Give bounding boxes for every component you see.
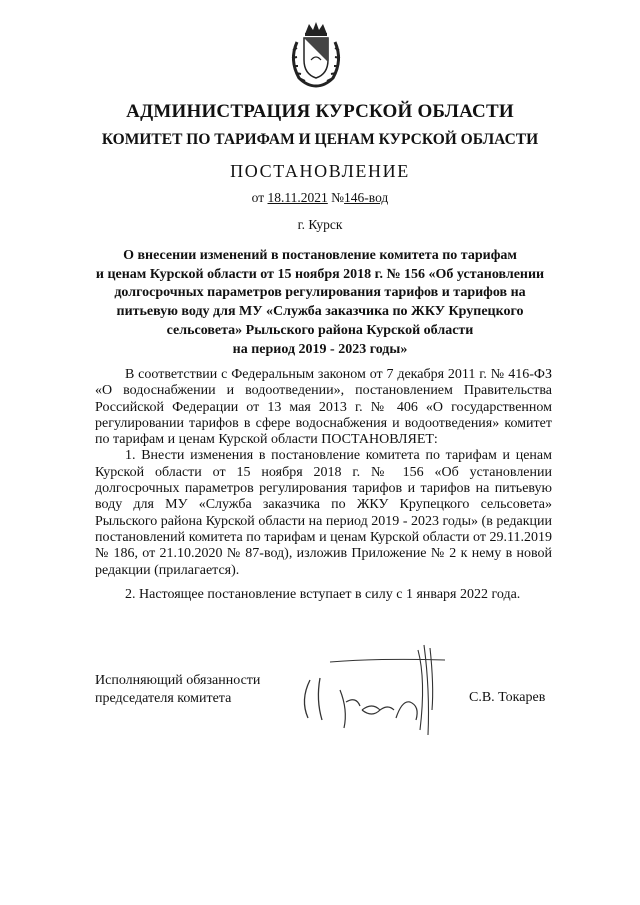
document-body — [95, 367, 552, 603]
title-line: питьевую воду для МУ «Служба заказчика по ЖКУ Крупецкого — [116, 304, 524, 320]
document-number: 146-вод — [344, 190, 389, 205]
title-line: на период 2019 - 2023 годы» — [232, 341, 408, 357]
title-line: долгосрочных параметров регулирования тарифов и тарифов на — [114, 285, 526, 301]
preamble-paragraph: В соответствии с Федеральным законом от 7 декабря 2011 г. № 416-ФЗ «О водоснабжении и водоотведении», постановлением Правительства Российской Федерации от 13 мая 2013 г. № 406 «О государственном регулировании тарифов в сфере водоснабжения и водоотведения» комитет по тарифам и ценам Курской области ПОСТАНОВЛЯЕТ: — [95, 367, 552, 448]
document-city: г. Курск — [297, 217, 343, 232]
position-line-1: Исполняющий обязанности — [95, 673, 261, 688]
signatory-position — [95, 672, 260, 708]
handwritten-signature-icon — [270, 640, 450, 740]
document-date-number — [0, 190, 640, 206]
document-title — [90, 247, 550, 359]
title-line: сельсовета» Рыльского района Курской области — [166, 322, 474, 338]
coat-of-arms-icon — [287, 20, 345, 88]
item-2-paragraph: 2. Настоящее постановление вступает в силу с 1 января 2022 года. — [125, 586, 521, 602]
item-1-paragraph: 1. Внести изменения в постановление комитета по тарифам и ценам Курской области от 15 ноября 2018 г. № 156 «Об установлении долгосрочных параметров регулирования тарифов и тарифов на питьевую воду для МУ «Служба заказчика по ЖКУ Крупецкого сельсовета» Рыльского района Курской области на период 2019 - 2023 годы» (в редакции постановлений комитета по тарифам и ценам Курской области от 29.11.2019 № 186, от 21.10.2020 № 87-вод), изложив Приложение № 2 к нему в новой редакции (прилагается). — [95, 448, 552, 578]
title-line: и ценам Курской области от 15 ноября 2018 г. № 156 «Об установлении — [95, 266, 545, 282]
document-type: ПОСТАНОВЛЕНИЕ — [230, 161, 410, 181]
document-date: 18.11.2021 — [267, 190, 328, 205]
date-prefix: от — [251, 190, 265, 205]
organization-name: АДМИНИСТРАЦИЯ КУРСКОЙ ОБЛАСТИ — [126, 101, 514, 122]
signatory-name: С.В. Токарев — [469, 690, 546, 705]
committee-name: КОМИТЕТ ПО ТАРИФАМ И ЦЕНАМ КУРСКОЙ ОБЛАСТИ — [101, 131, 539, 148]
title-line: О внесении изменений в постановление комитета по тарифам — [123, 248, 517, 263]
number-prefix: № — [331, 190, 345, 205]
position-line-2: председателя комитета — [95, 691, 232, 706]
